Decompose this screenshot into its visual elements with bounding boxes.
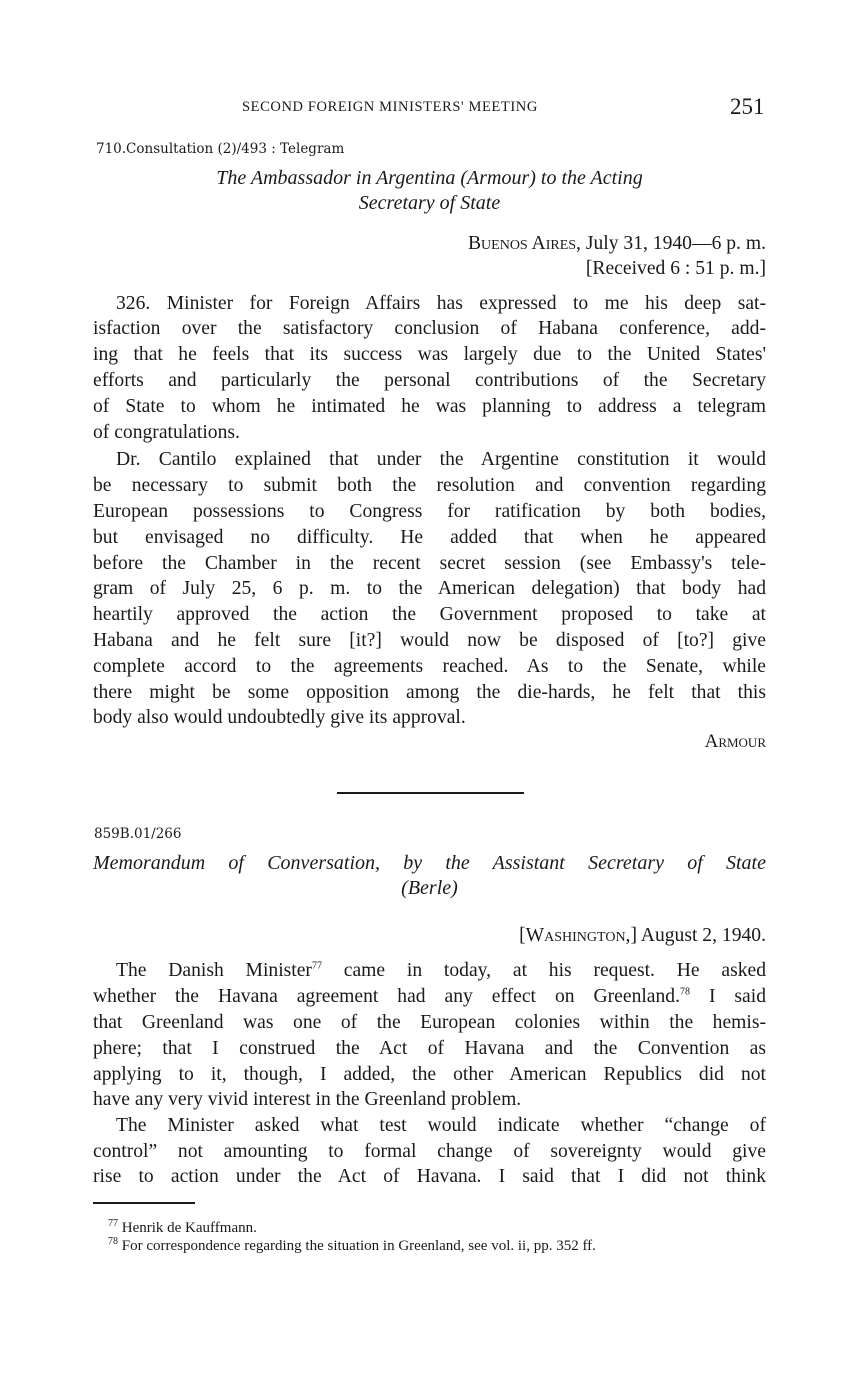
text-line: isfaction over the satisfactory conclusion of Habana conference, add- bbox=[93, 318, 766, 339]
text-line: complete accord to the agreements reached. As to the Senate, while bbox=[93, 656, 766, 677]
dateline-place: Buenos Aires, bbox=[467, 233, 581, 254]
file-number: 710.Consultation (2)/493 : Telegram bbox=[96, 141, 345, 157]
footnote-rule bbox=[93, 1202, 195, 1204]
footnote bbox=[108, 1220, 257, 1237]
text-line: of State to whom he intimated he was planning to address a telegram bbox=[93, 396, 766, 417]
document-title-cont: (Berle) bbox=[401, 877, 458, 899]
section-divider bbox=[337, 792, 524, 794]
footnote-marker: 77 bbox=[108, 1218, 118, 1229]
text-line: efforts and particularly the personal contributions of the Secretary bbox=[93, 370, 766, 391]
text-line: rise to action under the Act of Havana. I said that I did not think bbox=[93, 1166, 766, 1187]
footnote-text: Henrik de Kauffmann. bbox=[118, 1220, 257, 1236]
text-span: came in today, at his request. He asked bbox=[321, 960, 766, 981]
text-line: gram of July 25, 6 p. m. to the American delegation) that body had bbox=[93, 578, 766, 599]
text-span: I said bbox=[690, 986, 766, 1007]
footnote-text: For correspondence regarding the situation in Greenland, see vol. ii, pp. 352 ff. bbox=[118, 1238, 596, 1254]
document-title: The Ambassador in Argentina (Armour) to the Acting bbox=[216, 167, 643, 189]
text-line: body also would undoubtedly give its approval. bbox=[93, 707, 466, 728]
text-line: Habana and he felt sure [it?] would now be disposed of [to?] give bbox=[93, 630, 766, 651]
text-span: whether the Havana agreement had any effect on Greenland. bbox=[93, 986, 680, 1007]
footnote-ref[interactable]: 77 bbox=[311, 960, 322, 972]
text-line: of congratulations. bbox=[93, 422, 240, 443]
text-line: there might be some opposition among the die-hards, he felt that this bbox=[93, 682, 766, 703]
file-number: 859B.01/266 bbox=[94, 826, 182, 842]
text-line: but envisaged no difficulty. He added that when he appeared bbox=[93, 527, 766, 548]
text-line: Dr. Cantilo explained that under the Argentine constitution it would bbox=[116, 449, 766, 470]
text-line bbox=[116, 958, 766, 983]
dateline-date: July 31, 1940—6 p. m. bbox=[580, 233, 766, 254]
text-line: control” not amounting to formal change of sovereignty would give bbox=[93, 1141, 766, 1162]
text-line: 326. Minister for Foreign Affairs has expressed to me his deep sat- bbox=[116, 293, 766, 314]
dateline-place: [Washington,] bbox=[519, 925, 637, 946]
text-line: European possessions to Congress for ratification by both bodies, bbox=[93, 501, 766, 522]
dateline-date: August 2, 1940. bbox=[636, 925, 766, 946]
text-line: applying to it, though, I added, the other American Republics did not bbox=[93, 1064, 766, 1085]
text-line: The Minister asked what test would indicate whether “change of bbox=[116, 1115, 766, 1136]
document-title: Memorandum of Conversation, by the Assistant Secretary of State bbox=[93, 852, 766, 874]
received-note: [Received 6 : 51 p. m.] bbox=[585, 258, 766, 279]
text-line: ing that he feels that its success was largely due to the United States' bbox=[93, 344, 766, 365]
document-title-cont: Secretary of State bbox=[358, 192, 501, 214]
footnote bbox=[108, 1238, 596, 1255]
footnote-marker: 78 bbox=[108, 1236, 118, 1247]
text-span: The Danish Minister bbox=[116, 960, 312, 981]
signature: Armour bbox=[704, 731, 766, 752]
text-line: phere; that I construed the Act of Havana and the Convention as bbox=[93, 1038, 766, 1059]
text-line: before the Chamber in the recent secret session (see Embassy's tele- bbox=[93, 553, 766, 574]
running-title: SECOND FOREIGN MINISTERS' MEETING bbox=[242, 99, 538, 115]
dateline bbox=[300, 925, 766, 947]
text-line: have any very vivid interest in the Greenland problem. bbox=[93, 1089, 522, 1110]
dateline bbox=[300, 233, 766, 255]
footnote-ref[interactable]: 78 bbox=[680, 986, 690, 998]
text-line bbox=[93, 984, 766, 1009]
page-number: 251 bbox=[730, 94, 765, 119]
text-line: that Greenland was one of the European colonies within the hemis- bbox=[93, 1012, 766, 1033]
text-line: be necessary to submit both the resolution and convention regarding bbox=[93, 475, 766, 496]
text-line: heartily approved the action the Government proposed to take at bbox=[93, 604, 766, 625]
